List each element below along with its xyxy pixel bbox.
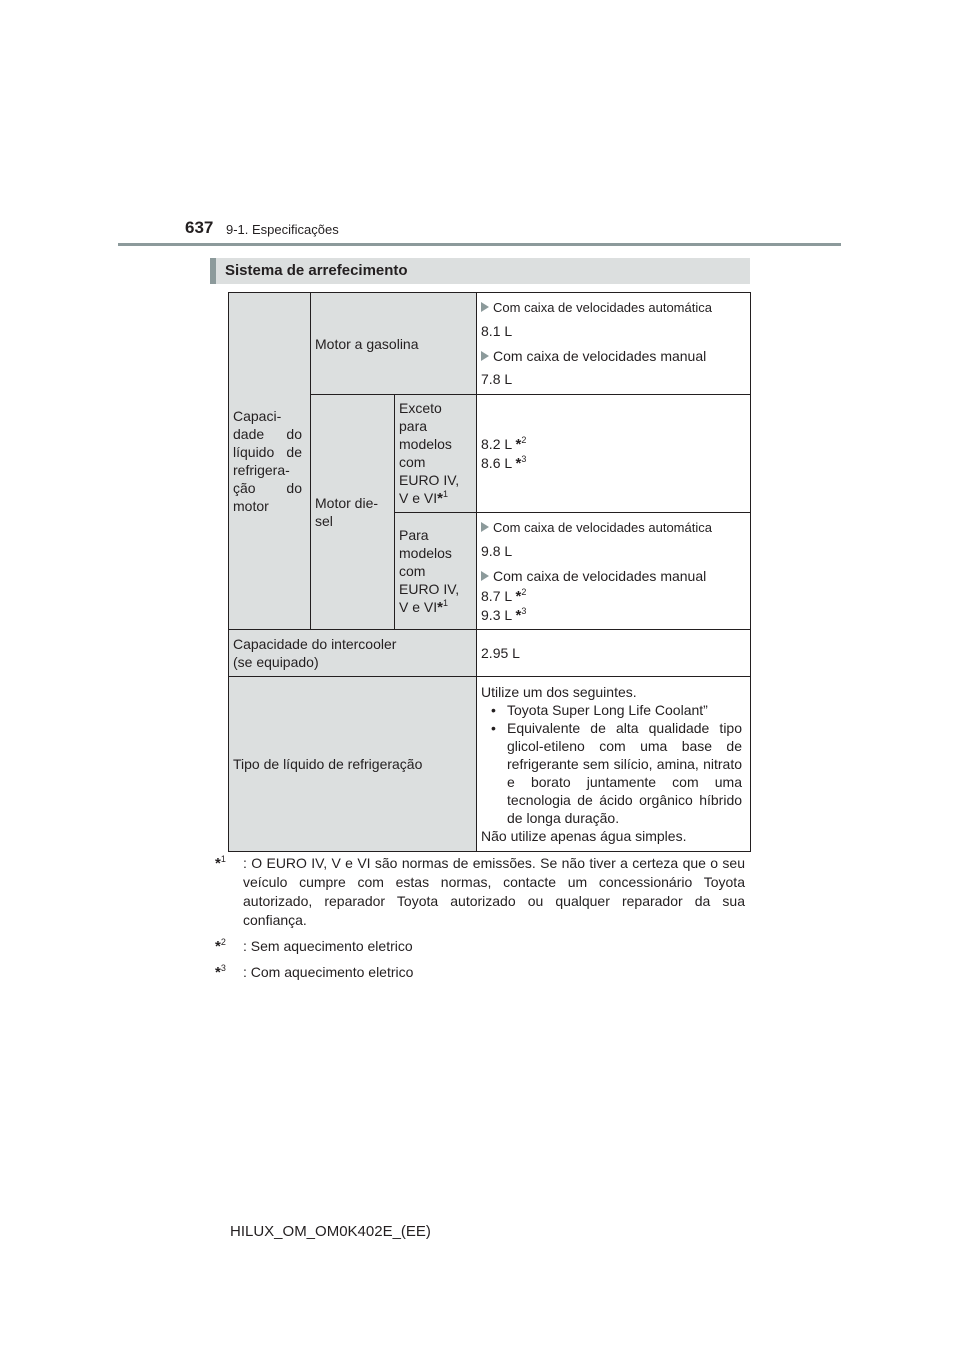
coolant-label: Tipo de líquido de refrigeração: [233, 756, 423, 772]
capacity-label-cell: [229, 293, 311, 630]
page-number: 637: [185, 218, 214, 237]
gasoline-label-cell: [311, 293, 477, 395]
header-rule: [118, 243, 841, 246]
cooling-spec-table: [228, 292, 751, 852]
footnotes: [215, 854, 745, 989]
footnote: *$^1$ : O EURO IV, V e VI são normas de emissões. Se não tiver a certeza que o seu veículo cumpre com estas normas, contacte um concessionário Toyota autorizado, reparador Toyota autorizado ou qualquer reparador da sua confiança.: [215, 854, 745, 928]
diesel-for-label: Para modelos com EURO IV, V e VI: [399, 526, 460, 615]
gasoline-label: Motor a gasolina: [315, 335, 419, 352]
diesel-except-label: Exceto para modelos com EURO IV, V e VI: [399, 400, 460, 506]
coolant-list: [481, 701, 742, 827]
triangle-bullet-icon: [481, 571, 489, 581]
diesel-label: Motor die- sel: [315, 495, 379, 529]
gasoline-auto-value: 8.1 L: [481, 323, 513, 339]
table-row: [229, 293, 751, 395]
diesel-auto-value: 9.8 L: [481, 543, 513, 559]
diesel-except-label-cell: Exceto para modelos com EURO IV, V e VI*$^1$: [395, 395, 477, 513]
list-item: Com caixa de velocidades automática: [481, 299, 742, 317]
footnote: *$^2$ : Sem aquecimento eletrico: [215, 937, 413, 955]
capacity-label: Capaci- dade do líquido de refrigera- ção do motor: [233, 408, 302, 514]
diesel-except-values-cell: 8.2 L *$^2$ 8.6 L *$^3$: [477, 395, 751, 513]
intercooler-label-cell: Capacidade do intercooler (se equipado): [229, 630, 477, 677]
coolant-label-cell: [229, 677, 477, 852]
document-code-footer: HILUX_OM_OM0K402E_(EE): [230, 1223, 431, 1240]
section-title: 9-1. Especificações: [226, 222, 339, 237]
section-heading: [210, 258, 750, 284]
diesel-for-label-cell: Para modelos com EURO IV, V e VI*$^1$: [395, 513, 477, 630]
table-row: [229, 677, 751, 852]
list-item: Com caixa de velocidades automática: [481, 519, 742, 537]
list-item: Com caixa de velocidades manual: [481, 567, 742, 585]
intercooler-value: 2.95 L: [477, 630, 751, 677]
section-heading-text: Sistema de arrefecimento: [225, 262, 408, 279]
heading-accent-bar: [210, 258, 216, 284]
triangle-bullet-icon: [481, 302, 489, 312]
list-item: Com caixa de velocidades manual: [481, 347, 742, 365]
diesel-for-values-cell: Com caixa de velocidades automática 9.8 L Com caixa de velocidades manual 8.7 L *$^2$ 9.3 L *$^3$: [477, 513, 751, 630]
gasoline-values-cell: [477, 293, 751, 395]
table-row: [229, 630, 751, 677]
footnote: *$^3$ : Com aquecimento eletrico: [215, 963, 414, 981]
list-item: • Equivalente de alta qualidade tipo glicol-etileno com uma base de refrigerante sem silício, amina, nitrato e borato juntamente com uma tecnologia de ácido orgânico híbrido de longa duração.: [481, 719, 742, 827]
triangle-bullet-icon: [481, 351, 489, 361]
coolant-values-cell: Utilize um dos seguintes. • Toyota Super Long Life Coolant” • Equivalente de alta qualidade tipo glicol-etileno com uma base de refrigerante sem silício, amina, nitrato e borato juntamente com uma tecnologia de ácido orgânico híbrido de longa duração. Não utilize apenas água simples.: [477, 677, 751, 852]
diesel-label-cell: [311, 395, 395, 630]
coolant-note: Não utilize apenas água simples.: [481, 828, 687, 844]
list-item: • Toyota Super Long Life Coolant”: [481, 701, 742, 719]
triangle-bullet-icon: [481, 522, 489, 532]
gasoline-manual-value: 7.8 L: [481, 371, 513, 387]
